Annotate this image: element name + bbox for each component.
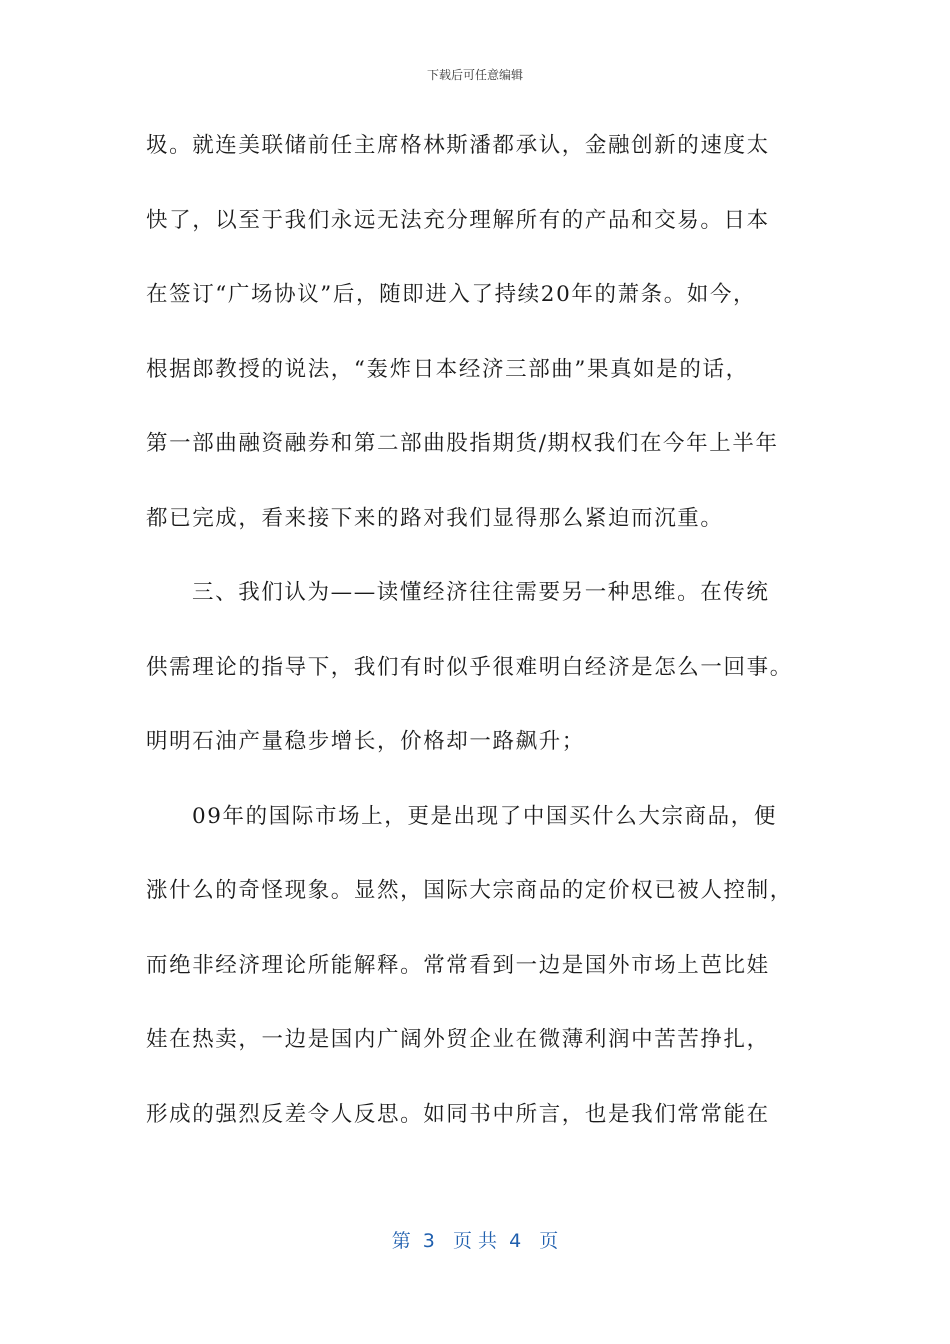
- text-line: 第一部曲融资融券和第二部曲股指期货/期权我们在今年上半年: [146, 431, 779, 456]
- paragraph-start-line: 09年的国际市场上，更是出现了中国买什么大宗商品，便: [192, 803, 777, 829]
- text-line: 娃在热卖，一边是国内广阔外贸企业在微薄利润中苦苦挣扎，: [146, 1027, 770, 1052]
- paragraph-start-line: 三、我们认为——读懂经济往往需要另一种思维。在传统: [192, 580, 770, 605]
- page-header: 下载后可任意编辑: [426, 68, 523, 82]
- text-line: 快了，以至于我们永远无法充分理解所有的产品和交易。日本: [146, 207, 770, 233]
- document-body: [146, 126, 816, 1169]
- text-line: 明明石油产量稳步增长，价格却一路飙升；: [146, 729, 585, 754]
- text-line: 涨什么的奇怪现象。显然，国际大宗商品的定价权已被人控制，: [146, 878, 793, 903]
- text-line: 圾。就连美联储前任主席格林斯潘都承认，金融创新的速度太: [146, 133, 770, 158]
- text-line: 都已完成，看来接下来的路对我们显得那么紧迫而沉重。: [146, 505, 724, 531]
- text-line: 在签订“广场协议”后，随即进入了持续20年的萧条。如今，: [146, 282, 757, 307]
- text-line: 形成的强烈反差令人反思。如同书中所言，也是我们常常能在: [146, 1101, 770, 1127]
- text-line: 供需理论的指导下，我们有时似乎很难明白经济是怎么一回事。: [146, 654, 793, 680]
- text-line: 而绝非经济理论所能解释。常常看到一边是国外市场上芭比娃: [146, 952, 770, 978]
- text-line: 根据郎教授的说法，“轰炸日本经济三部曲”果真如是的话，: [146, 356, 749, 382]
- page-number-footer: 第 3 页 共 4 页: [391, 1230, 559, 1252]
